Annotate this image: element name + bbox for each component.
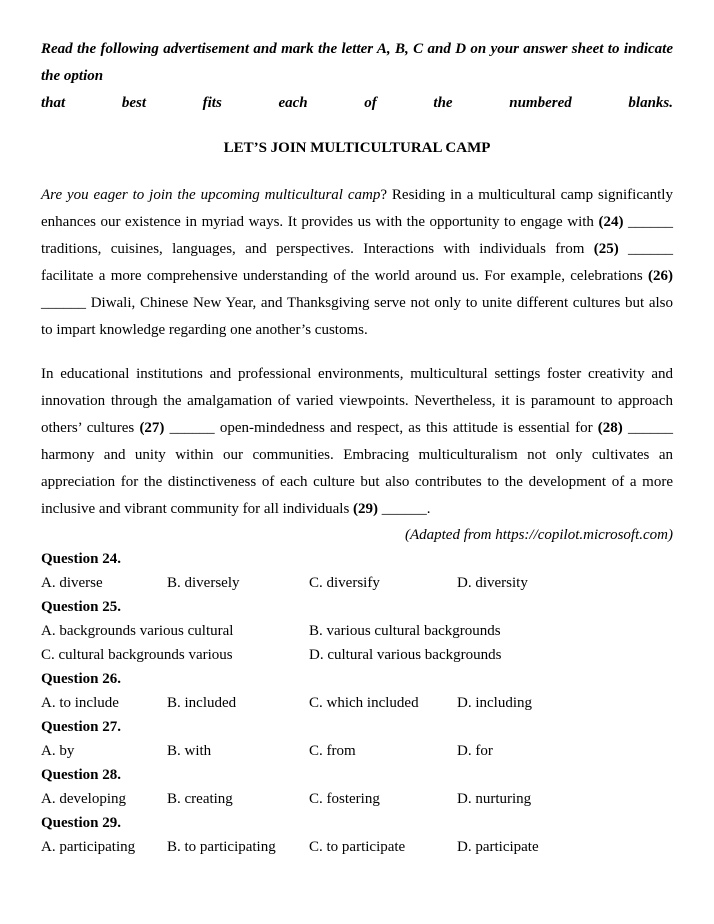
option-C: C. fostering: [309, 791, 380, 807]
text-run: ______ Diwali, Chinese New Year, and Thanksgiving serve not only to unite different cultures but also to impart knowledge regarding one another’s customs.: [41, 295, 673, 338]
option-B: B. creating: [167, 791, 233, 807]
blank-number: (27): [139, 420, 165, 436]
text-run: ______ open-mindedness and respect, as this attitude is essential for: [164, 420, 598, 436]
option-A: A. diverse: [41, 575, 103, 591]
question-label: Question 25.: [41, 599, 122, 615]
blank-number: (25): [593, 241, 619, 257]
question-block-25: [41, 595, 673, 667]
questions-section: [41, 547, 673, 859]
question-block-28: [41, 763, 673, 811]
question-label: Question 24.: [41, 551, 122, 567]
option-A: A. participating: [41, 839, 136, 855]
option-B: B. various cultural backgrounds: [309, 623, 501, 639]
text-run: Are you eager to join the upcoming multicultural camp: [41, 187, 381, 203]
paragraph-2: [41, 361, 673, 523]
source-attribution: (Adapted from https://copilot.microsoft.com): [404, 527, 673, 543]
option-C: C. to participate: [309, 839, 406, 855]
options-row: [41, 739, 673, 763]
options-row: [41, 643, 673, 667]
paragraph-1: [41, 182, 673, 344]
option-A: A. by: [41, 743, 75, 759]
text-run: ______ harmony and unity within our communities. Embracing multiculturalism not only cultivates an appreciation for the distinctiveness of each culture but also contributes to the development of a more inclusive and vibrant community for all individuals: [41, 420, 673, 517]
instruction-line-2: that best fits each of the numbered blanks.: [41, 95, 673, 111]
options-row: [41, 787, 673, 811]
passage-body: [41, 182, 673, 523]
option-C: C. from: [309, 743, 356, 759]
instruction-line-1: Read the following advertisement and mark the letter A, B, C and D on your answer sheet to indicate the option: [41, 41, 673, 84]
options-row: [41, 571, 673, 595]
text-run: ______ facilitate a more comprehensive understanding of the world around us. For example, celebrations: [41, 241, 673, 284]
option-B: B. to participating: [167, 839, 276, 855]
text-run: In educational institutions and professional environments, multicultural settings foster creativity and innovation through the amalgamation of varied viewpoints. Nevertheless, it is paramount to approach others’ cultures: [41, 366, 673, 436]
option-D: D. including: [457, 695, 532, 711]
option-C: C. which included: [309, 695, 419, 711]
question-block-29: [41, 811, 673, 859]
option-C: C. cultural backgrounds various: [41, 647, 233, 663]
instruction: [41, 36, 673, 117]
question-block-24: [41, 547, 673, 595]
option-D: D. diversity: [457, 575, 528, 591]
option-D: D. participate: [457, 839, 539, 855]
text-run: ______ traditions, cuisines, languages, and perspectives. Interactions with individuals from: [41, 214, 674, 257]
option-A: A. to include: [41, 695, 119, 711]
option-D: D. for: [457, 743, 493, 759]
blank-number: (29): [353, 501, 379, 517]
option-D: D. cultural various backgrounds: [309, 647, 502, 663]
option-B: B. with: [167, 743, 212, 759]
blank-number: (24): [598, 214, 624, 230]
option-A: A. backgrounds various cultural: [41, 623, 234, 639]
question-label: Question 28.: [41, 767, 122, 783]
options-row: [41, 691, 673, 715]
option-B: B. included: [167, 695, 237, 711]
option-C: C. diversify: [309, 575, 380, 591]
question-label: Question 27.: [41, 719, 122, 735]
question-label: Question 29.: [41, 815, 122, 831]
options-row: [41, 835, 673, 859]
question-label: Question 26.: [41, 671, 122, 687]
question-block-26: [41, 667, 673, 715]
option-D: D. nurturing: [457, 791, 532, 807]
blank-number: (28): [597, 420, 623, 436]
passage-title: LET’S JOIN MULTICULTURAL CAMP: [223, 140, 491, 156]
blank-number: (26): [648, 268, 673, 284]
option-B: B. diversely: [167, 575, 240, 591]
option-A: A. developing: [41, 791, 126, 807]
text-run: ______.: [378, 501, 431, 517]
text-run: ? Residing in a multicultural camp significantly enhances our existence in myriad ways. It provides us with the opportunity to engage with: [41, 187, 673, 230]
question-block-27: [41, 715, 673, 763]
options-row: [41, 619, 673, 643]
